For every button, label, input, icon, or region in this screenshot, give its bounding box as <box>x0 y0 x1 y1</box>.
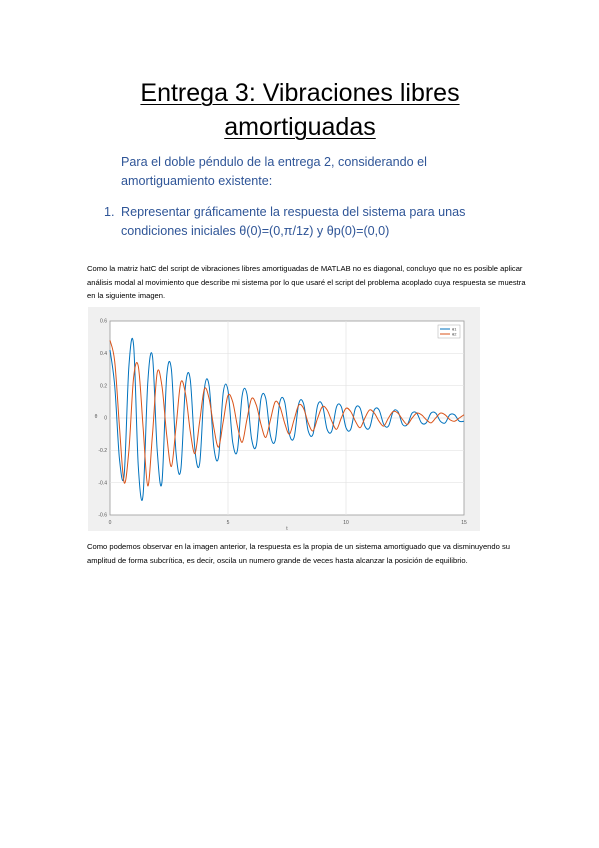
y-tick-label: -0.6 <box>98 512 107 519</box>
intro-text: Para el doble péndulo de la entrega 2, considerando el amortiguamiento existente: <box>121 155 427 188</box>
legend-entry: θ2 <box>452 331 457 337</box>
y-tick-label: -0.4 <box>98 480 107 487</box>
x-tick-label: 10 <box>343 520 349 526</box>
x-tick-label: 15 <box>461 520 467 526</box>
y-tick-label: -0.2 <box>98 447 107 454</box>
y-tick-label: 0 <box>104 415 107 422</box>
legend-box <box>438 325 460 338</box>
legend-entry: θ1 <box>452 326 457 332</box>
title-line-2: amortiguadas <box>224 113 376 141</box>
paragraph-1: Como la matriz hatC del script de vibraciones libres amortiguadas de MATLAB no es diagonal, concluyo que no es posible aplicar análisis modal al movimiento que describe mi sistema por lo que usaré el script del problema acoplado cuya respuesta se muestra en la siguiente imagen. <box>87 264 526 301</box>
y-tick-label: 0.4 <box>100 350 107 357</box>
title-line-1: Entrega 3: Vibraciones libres <box>140 79 460 107</box>
page-title <box>60 76 540 144</box>
x-tick-label: 0 <box>108 520 112 526</box>
list-item-number: 1. <box>104 205 115 219</box>
y-axis-label: θ <box>94 414 98 420</box>
y-tick-label: 0.2 <box>100 383 107 390</box>
chart-svg <box>88 307 480 531</box>
list-item <box>104 203 524 241</box>
response-chart <box>88 307 480 531</box>
x-axis-label: t <box>286 526 288 531</box>
x-tick-label: 5 <box>226 520 230 526</box>
list-item-text: Representar gráficamente la respuesta del sistema para unas condiciones iniciales θ(0)=(0,π/1z) y θp(0)=(0,0) <box>121 205 466 238</box>
paragraph-2: Como podemos observar en la imagen anterior, la respuesta es la propia de un sistema amortiguado que va disminuyendo su amplitud de forma subcrítica, es decir, oscila un numero grande de veces hasta alcanzar la posición de equilibrio. <box>87 542 510 565</box>
y-tick-label: 0.6 <box>100 318 107 325</box>
